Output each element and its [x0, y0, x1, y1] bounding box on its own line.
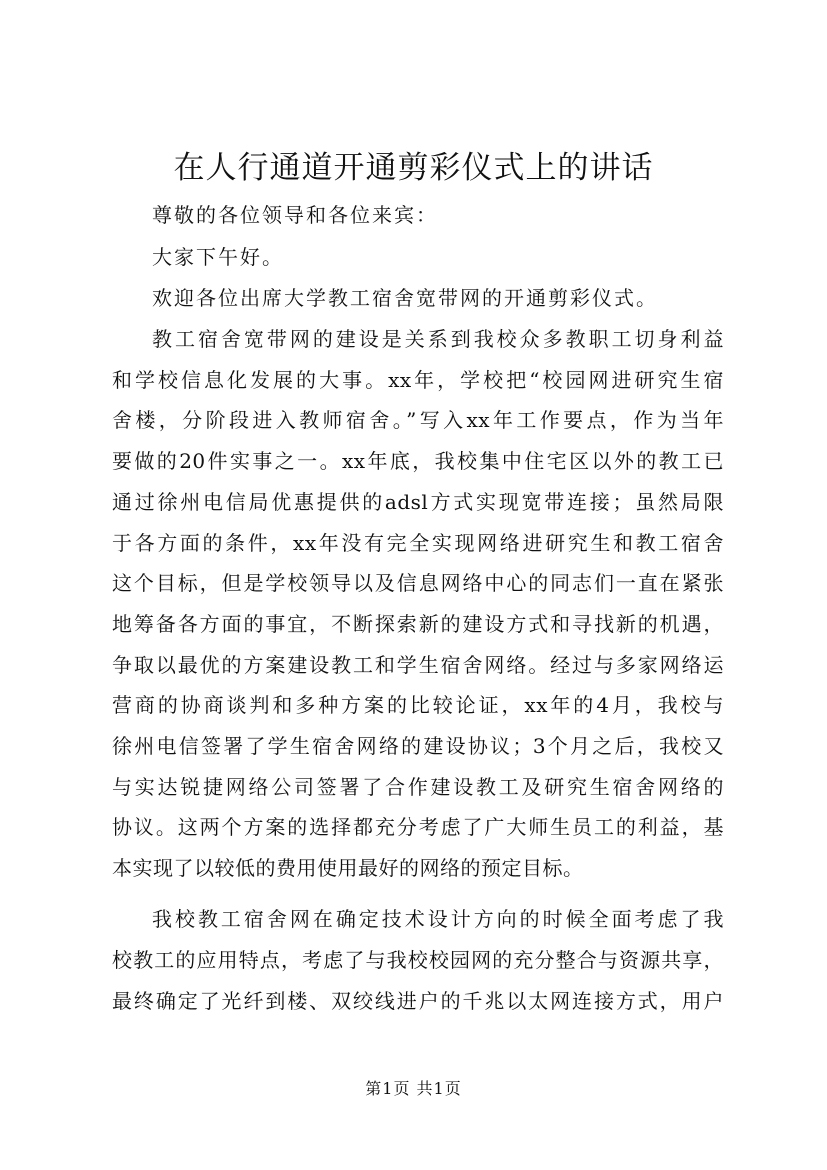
paragraph-line: 教工宿舍宽带网的建设是关系到我校众多教职工切身利益 [152, 327, 724, 351]
greeting-line: 大家下午好。 [152, 245, 284, 269]
paragraph-line: 地筹备各方面的事宜，不断探索新的建设方式和寻找新的机遇， [112, 612, 724, 636]
paragraph-line: 最终确定了光纤到楼、双绞线进户的千兆以太网连接方式，用户 [112, 989, 724, 1013]
paragraph-line: 营商的协商谈判和多种方案的比较论证，xx年的4月，我校与 [112, 693, 724, 717]
page-footer: 第1页 共1页 [365, 1079, 462, 1098]
paragraph-line: 争取以最优的方案建设教工和学生宿舍网络。经过与多家网络运 [112, 653, 724, 677]
paragraph-line: 要做的20件实事之一。xx年底，我校集中住宅区以外的教工已 [112, 449, 724, 473]
paragraph-line: 通过徐州电信局优惠提供的adsl方式实现宽带连接；虽然局限 [112, 490, 724, 514]
paragraph-line: 校教工的应用特点，考虑了与我校校园网的充分整合与资源共享， [112, 948, 724, 972]
welcome-line: 欢迎各位出席大学教工宿舍宽带网的开通剪彩仪式。 [152, 286, 658, 310]
paragraph-line: 于各方面的条件，xx年没有完全实现网络进研究生和教工宿舍 [112, 531, 724, 555]
paragraph-line: 与实达锐捷网络公司签署了合作建设教工及研究生宿舍网络的 [112, 775, 724, 799]
paragraph-line: 协议。这两个方案的选择都充分考虑了广大师生员工的利益，基 [112, 815, 724, 839]
paragraph-line: 我校教工宿舍网在确定技术设计方向的时候全面考虑了我 [152, 907, 724, 931]
document-title: 在人行通道开通剪彩仪式上的讲话 [173, 150, 654, 186]
paragraph-line: 这个目标，但是学校领导以及信息网络中心的同志们一直在紧张 [112, 571, 724, 595]
paragraph-line: 和学校信息化发展的大事。xx年，学校把“校园网进研究生宿 [112, 368, 724, 392]
salutation-line: 尊敬的各位领导和各位来宾： [152, 203, 438, 227]
paragraph-line: 本实现了以较低的费用使用最好的网络的预定目标。 [112, 856, 584, 880]
paragraph-line: 舍楼，分阶段进入教师宿舍。”写入xx年工作要点，作为当年 [112, 408, 724, 432]
paragraph-line: 徐州电信签署了学生宿舍网络的建设协议；3个月之后，我校又 [112, 734, 724, 758]
